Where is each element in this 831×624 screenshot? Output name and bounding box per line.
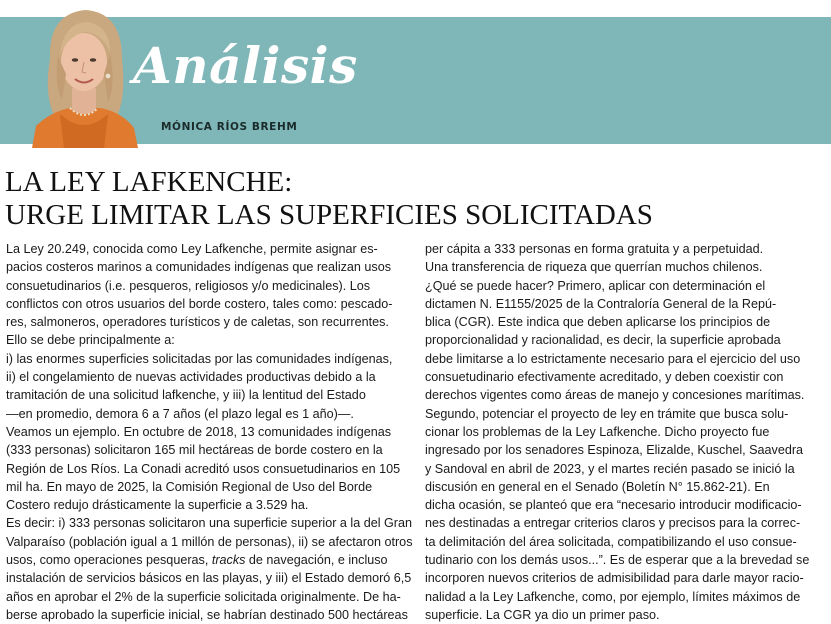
text-line: discusión en general en el Senado (Boletín N° 15.862-21). En [425,479,770,494]
text-line: Es decir: i) 333 personas solicitaron una superficie superior a la del Gran [6,516,413,531]
text-line: ta delimitación del área solicitada, compatibilizando el uso consue- [425,534,797,549]
headline-line-2: URGE LIMITAR LAS SUPERFICIES SOLICITADAS [5,199,653,231]
text-line: Región de Los Ríos. La Conadi acreditó usos consuetudinarios en 105 [6,461,401,476]
text-line: y Sandoval en abril de 2023, y el martes recién pasado se inició la [425,461,795,476]
text-line: per cápita a 333 personas en forma gratuita y a perpetuidad. [425,242,764,256]
text-line: i) las enormes superficies solicitadas por las comunidades indígenas, [6,351,393,366]
text-line: Costero redujo drásticamente la superficie a 3.529 ha. [6,498,309,513]
text-line: nalidad a la Ley Lafkenche, como, por ejemplo, límites máximos de [425,589,801,604]
text-line: ii) el congelamiento de nuevas actividades productivas debido a la [6,370,376,385]
text-line: consuetudinarios (i.e. pesqueros, religiosos y/o medicinales). Los [6,278,371,293]
author-portrait [30,4,138,148]
text-line: tramitación de una solicitud lafkenche, y iii) la lentitud del Estado [6,388,366,403]
text-line: años en aprobar el 2% de la superficie solicitada originalmente. De ha- [6,589,401,604]
text-line: berse aprobado la superficie inicial, se habrían destinado 500 hectáreas [6,607,408,622]
text-line: dictamen N. E1155/2025 de la Contraloría General de la Repú- [425,296,777,311]
text-line: proporcionalidad y racionalidad, es decir, la superficie aprobada [425,333,781,348]
text-line: consuetudinario efectivamente acreditado, y deben coexistir con [425,370,784,385]
text-line: conflictos con otros usuarios del borde costero, tales como: pescado- [6,296,393,311]
text-segment: de navegación, e incluso [245,553,388,568]
text-line: Ello se debe principalmente a: [6,333,175,348]
text-line: derechos vigentes como áreas de manejo y concesiones marítimas. [425,388,805,403]
text-line: ingresado por los senadores Espinoza, Elizalde, Kuschel, Saavedra [425,443,804,458]
text-line: —en promedio, demora 6 a 7 años (el plazo legal es 1 año)—. [6,406,354,421]
text-line: Segundo, potenciar el proyecto de ley en trámite que busca solu- [425,406,789,421]
text-line: pacios costeros marinos a comunidades indígenas que realizan usos [6,260,392,275]
article-column-left [6,240,413,624]
text-line: superficie. La CGR ya dio un primer paso. [425,607,660,622]
text-line: tudinario con los demás usos...”. Es de esperar que a la brevedad se [425,553,810,568]
text-line-italic-mix [6,551,406,569]
text-line: dicha ocasión, se planteó que era “necesario introducir modificacio- [425,498,802,513]
headline-line-1: LA LEY LAFKENCHE: [5,166,293,198]
text-line: mil ha. En mayo de 2025, la Comisión Regional de Uso del Borde [6,479,373,494]
text-line: ¿Qué se puede hacer? Primero, aplicar con determinación el [425,278,766,293]
text-line: nes destinadas a entregar criterios claros y precisos para la correc- [425,516,801,531]
text-line: incorporen nuevos criterios de admisibilidad para darle mayor racio- [425,571,804,586]
text-line: cionar los problemas de la Ley Lafkenche. Dicho proyecto fue [425,424,770,439]
text-line: debe limitarse a lo estrictamente necesario para el ejercicio del uso [425,351,801,366]
author-name: MÓNICA RÍOS BREHM [161,121,298,133]
article-column-right [425,240,827,624]
text-segment: usos, como operaciones pesqueras, [6,553,212,568]
text-line: res, salmoneros, operadores turísticos y de caletas, son recurrentes. [6,315,389,330]
text-line: instalación de servicios básicos en las playas, y iii) el Estado demoró 6,5 [6,571,412,586]
headline [5,166,825,232]
text-line: La Ley 20.249, conocida como Ley Lafkenche, permite asignar es- [6,242,378,256]
section-title: Análisis [133,36,358,95]
text-line: Valparaíso (población igual a 1 millón de personas), ii) se afectaron otros [6,534,413,549]
text-line: (333 personas) solicitaron 165 mil hectáreas de borde costero en la [6,443,383,458]
text-line: blica (CGR). Este indica que deben aplicarse los principios de [425,315,771,330]
text-line: Veamos un ejemplo. En octubre de 2018, 13 comunidades indígenas [6,424,392,439]
text-line: Una transferencia de riqueza que querrían muchos chilenos. [425,260,763,275]
italic-term: tracks [211,553,246,568]
